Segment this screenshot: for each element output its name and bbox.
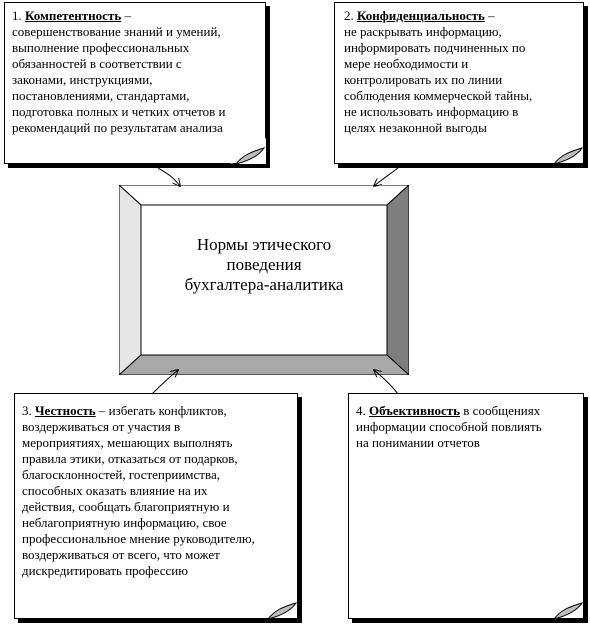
note-objectivity	[348, 393, 588, 624]
note-line: мероприятиях, мешающих выполнять	[22, 435, 233, 450]
note-dash: – избегать конфликтов,	[95, 403, 227, 418]
note-line: информировать подчиненных по	[344, 40, 526, 55]
note-number: 2.	[344, 8, 354, 23]
note-line: информации способной повлиять	[356, 419, 542, 434]
page-curl-icon	[548, 138, 588, 168]
note-line: рекомендаций по результатам анализа	[12, 120, 223, 135]
note-number: 1.	[12, 8, 22, 23]
note-line: воздерживаться от всего, что может	[22, 547, 220, 562]
note-line: правила этики, отказаться от подарков,	[22, 451, 238, 466]
note-dash: в сообщениях	[460, 403, 541, 418]
note-line: законами, инструкциями,	[12, 72, 153, 87]
note-line: постановлениями, стандартами,	[12, 88, 190, 103]
note-text	[12, 8, 264, 136]
note-line: действия, сообщать благоприятную и	[22, 499, 230, 514]
page-curl-icon	[548, 593, 588, 623]
note-line: соблюдения коммерческой тайны,	[344, 88, 533, 103]
note-term: Объективность	[369, 403, 461, 418]
note-line: мере необходимости и	[344, 56, 469, 71]
note-dash: –	[121, 8, 131, 23]
central-norms-box	[119, 185, 409, 375]
note-confidentiality	[334, 2, 588, 168]
note-line: не раскрывать информацию,	[344, 24, 502, 39]
note-text	[22, 403, 296, 579]
note-honesty	[14, 393, 302, 624]
page-curl-icon	[230, 138, 270, 168]
note-line: не использовать информацию в	[344, 104, 519, 119]
note-line: неблагоприятную информацию, свое	[22, 515, 227, 530]
central-title-line: Нормы этического	[196, 235, 332, 254]
central-title	[164, 235, 364, 295]
note-number: 4.	[356, 403, 366, 418]
note-line: воздерживаться от участия в	[22, 419, 181, 434]
note-line: дискредитировать профессию	[22, 563, 188, 578]
note-text	[344, 8, 582, 136]
note-line: выполнение профессиональных	[12, 40, 190, 55]
central-title-line: поведения	[226, 255, 302, 274]
note-line: профессиональное мнение руководителю,	[22, 531, 255, 546]
note-competence	[4, 2, 270, 168]
note-dash: –	[484, 8, 495, 23]
central-title-line: бухгалтера-аналитика	[184, 275, 344, 294]
note-term: Компетентность	[25, 8, 122, 23]
arrow-note1-to-center	[158, 168, 180, 186]
note-line: контролировать их по линии	[344, 72, 503, 87]
note-text	[356, 403, 580, 451]
note-term: Честность	[35, 403, 96, 418]
note-term: Конфиденциальность	[357, 8, 485, 23]
page-curl-icon	[262, 593, 302, 623]
note-line: подготовка полных и четких отчетов и	[12, 104, 226, 119]
note-number: 3.	[22, 403, 32, 418]
arrow-note2-to-center	[374, 168, 398, 186]
note-line: благосклонностей, гостеприимства,	[22, 467, 220, 482]
note-line: целях незаконной выгоды	[344, 120, 487, 135]
note-line: совершенствование знаний и умений,	[12, 24, 221, 39]
note-line: обязанностей в соответствии с	[12, 56, 182, 71]
note-line: на понимании отчетов	[356, 435, 480, 450]
note-line: способных оказать влияние на их	[22, 483, 208, 498]
